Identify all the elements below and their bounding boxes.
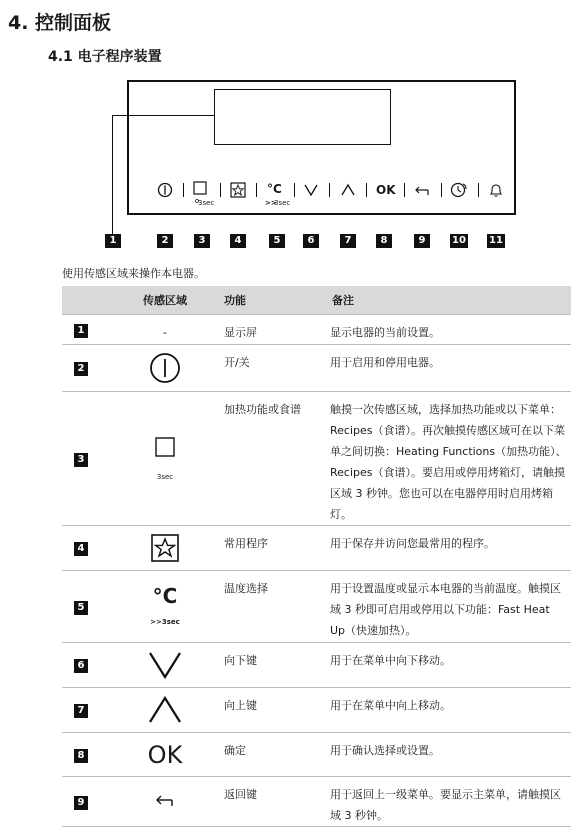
table-row xyxy=(62,344,571,391)
sec-label: 3sec xyxy=(156,472,174,481)
callout-10: 10 xyxy=(450,234,468,248)
table-row xyxy=(62,314,571,344)
row-number: 8 xyxy=(74,749,88,763)
header-function: 功能 xyxy=(220,286,328,314)
up-chevron-icon xyxy=(340,184,356,196)
intro-text: 使用传感区域来操作本电器。 xyxy=(62,267,205,280)
row-note: 用于在菜单中向下移动。 xyxy=(328,642,571,687)
panel-separator xyxy=(183,183,184,197)
celsius-symbol: °C xyxy=(152,584,178,608)
ok-label: OK xyxy=(376,183,396,197)
back-arrow-icon xyxy=(414,185,430,197)
row-function: 返回键 xyxy=(220,776,328,826)
timer-icon xyxy=(450,181,468,199)
row-note: 用于保存并访问您最常用的程序。 xyxy=(328,525,571,570)
fast-heat-sec-label: 3sec xyxy=(274,199,291,207)
callout-5: 5 xyxy=(269,234,285,248)
row-note: 显示电器的当前设置。 xyxy=(328,314,571,344)
row-note: 用于设置温度或显示本电器的当前温度。触摸区域 3 秒即可启用或停用以下功能：Fast Heat Up（快速加热）。 xyxy=(328,570,571,642)
heating-functions-icon xyxy=(154,436,176,458)
table-row xyxy=(62,525,571,570)
panel-separator xyxy=(294,183,295,197)
star-icon xyxy=(150,533,180,563)
power-icon xyxy=(149,352,181,384)
ok-label: OK xyxy=(147,741,183,769)
row-note: 用于返回上一级菜单。要显示主菜单，请触摸区域 3 秒钟。 xyxy=(328,776,571,826)
subsection-title: 4.1 电子程序装置 xyxy=(48,49,162,65)
row-function: 温度选择 xyxy=(220,570,328,642)
display-window xyxy=(214,89,391,145)
back-arrow-icon xyxy=(155,794,175,808)
callout-1: 1 xyxy=(105,234,121,248)
down-chevron-icon xyxy=(147,650,183,680)
panel-separator xyxy=(478,183,479,197)
row-note: 触摸一次传感区域，选择加热功能或以下菜单：Recipes（食谱）。再次触摸传感区域可在以下菜单之间切换：Heating Functions（加热功能）、Recipes（食谱）。要启用或停用烤箱灯，请触摸区域 3 秒钟。您也可以在电器停用时启用烤箱灯。 xyxy=(328,391,571,525)
row-number: 1 xyxy=(74,324,88,338)
down-chevron-icon xyxy=(303,184,319,196)
row-symbol: - xyxy=(110,314,220,344)
star-icon xyxy=(230,182,246,198)
row-note: 用于确认选择或设置。 xyxy=(328,732,571,776)
table-header-row xyxy=(62,286,571,314)
panel-separator xyxy=(404,183,405,197)
sensor-field-table xyxy=(62,286,571,827)
section-title: 4. 控制面板 xyxy=(8,12,112,34)
header-note: 备注 xyxy=(328,286,571,314)
display-callout-line xyxy=(112,115,214,116)
row-function: 开/关 xyxy=(220,344,328,391)
panel-separator xyxy=(366,183,367,197)
table-row xyxy=(62,687,571,732)
row-number: 3 xyxy=(74,453,88,467)
row-function: 显示屏 xyxy=(220,314,328,344)
panel-separator xyxy=(329,183,330,197)
row-function: 常用程序 xyxy=(220,525,328,570)
callout-3: 3 xyxy=(194,234,210,248)
callout-7: 7 xyxy=(340,234,356,248)
fast-heat-sec-label: >>3sec xyxy=(150,618,180,626)
row-number: 6 xyxy=(74,659,88,673)
row-function: 确定 xyxy=(220,732,328,776)
row-note: 用于启用和停用电器。 xyxy=(328,344,571,391)
row-number: 2 xyxy=(74,362,88,376)
header-sensor: 传感区域 xyxy=(110,286,220,314)
table-row xyxy=(62,391,571,525)
row-number: 9 xyxy=(74,796,88,810)
fast-heat-sec-prefix: >> xyxy=(265,199,277,207)
row-number: 5 xyxy=(74,601,88,615)
table-row xyxy=(62,732,571,776)
up-chevron-icon xyxy=(147,695,183,725)
row-number: 4 xyxy=(74,542,88,556)
bell-icon xyxy=(488,182,504,198)
table-row xyxy=(62,642,571,687)
celsius-symbol: °C xyxy=(267,182,282,196)
callout-4: 4 xyxy=(230,234,246,248)
row-number: 7 xyxy=(74,704,88,718)
callout-2: 2 xyxy=(157,234,173,248)
table-row xyxy=(62,776,571,826)
panel-separator xyxy=(256,183,257,197)
callout-8: 8 xyxy=(376,234,392,248)
sec-label: 3sec xyxy=(198,199,215,207)
panel-separator xyxy=(220,183,221,197)
table-row xyxy=(62,570,571,642)
row-note: 用于在菜单中向上移动。 xyxy=(328,687,571,732)
display-callout-line-vertical xyxy=(112,115,113,235)
row-function: 向上键 xyxy=(220,687,328,732)
row-function: 加热功能或食谱 xyxy=(220,391,328,525)
power-icon xyxy=(157,182,173,198)
callout-9: 9 xyxy=(414,234,430,248)
header-num xyxy=(62,286,110,314)
panel-separator xyxy=(441,183,442,197)
callout-11: 11 xyxy=(487,234,505,248)
row-function: 向下键 xyxy=(220,642,328,687)
callout-6: 6 xyxy=(303,234,319,248)
